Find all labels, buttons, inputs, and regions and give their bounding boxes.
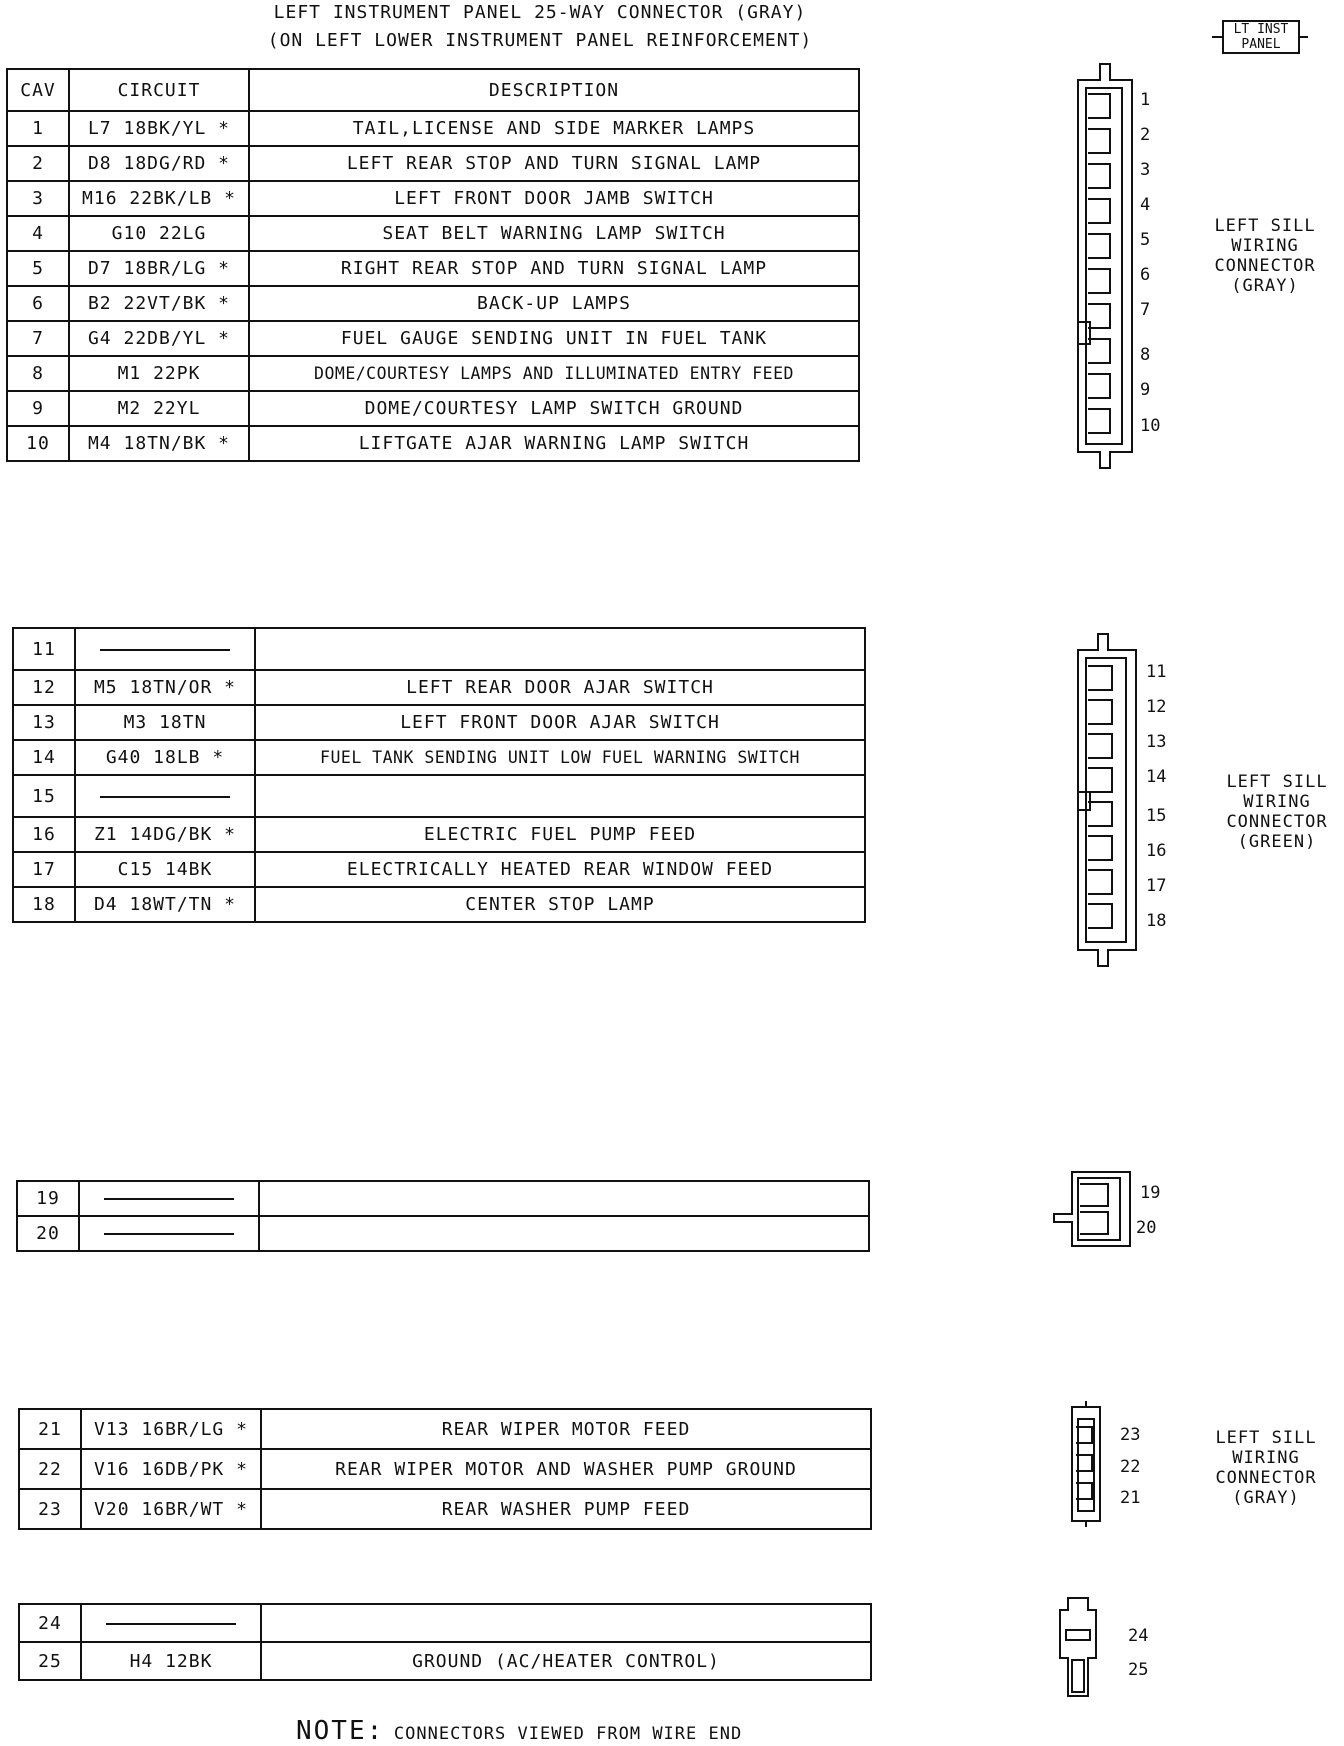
table-header-row: [7, 69, 859, 111]
label-line: LEFT SILL: [1226, 772, 1328, 792]
description-cell: ELECTRICALLY HEATED REAR WINDOW FEED: [255, 852, 865, 887]
table-row: [7, 216, 859, 251]
table-row: [7, 356, 859, 391]
circuit-cell: V20 16BR/WT *: [81, 1489, 261, 1529]
cav-cell: 16: [13, 817, 75, 852]
cav-cell: 24: [19, 1604, 81, 1642]
table-row: [13, 852, 865, 887]
cav-cell: 13: [13, 705, 75, 740]
label-line: WIRING: [1232, 1448, 1300, 1468]
pin-label: 21: [1120, 1488, 1141, 1508]
cav-cell: 20: [17, 1216, 79, 1251]
pin-label: 17: [1146, 876, 1167, 896]
description-cell: [255, 775, 865, 817]
description-cell: [259, 1181, 869, 1216]
table-row: [13, 740, 865, 775]
pin-label: 22: [1120, 1457, 1141, 1477]
cav-cell: 19: [17, 1181, 79, 1216]
table-row: [13, 628, 865, 670]
cav-cell: 15: [13, 775, 75, 817]
no-circuit-dash: [100, 649, 230, 651]
circuit-cell: M3 18TN: [75, 705, 255, 740]
description-cell: SEAT BELT WARNING LAMP SWITCH: [249, 216, 859, 251]
cav-cell: 9: [7, 391, 69, 426]
label-line: CONNECTOR: [1215, 1468, 1317, 1488]
cav-cell: 23: [19, 1489, 81, 1529]
circuit-cell: [79, 1181, 259, 1216]
cav-cell: 10: [7, 426, 69, 461]
table-row: [7, 286, 859, 321]
pin-label: 3: [1140, 160, 1151, 180]
pin-label: 10: [1140, 416, 1161, 436]
pin-label: 5: [1140, 230, 1151, 250]
circuit-cell: Z1 14DG/BK *: [75, 817, 255, 852]
label-line: LEFT SILL: [1214, 216, 1316, 236]
table-row: [17, 1181, 869, 1216]
circuit-cell: C15 14BK: [75, 852, 255, 887]
pin-label: 15: [1146, 806, 1167, 826]
pinout-table-3: [16, 1180, 870, 1252]
pin-label: 6: [1140, 265, 1151, 285]
table-row: [19, 1449, 871, 1489]
circuit-cell: M1 22PK: [69, 356, 249, 391]
description-cell: GROUND (AC/HEATER CONTROL): [261, 1642, 871, 1680]
table-row: [13, 817, 865, 852]
no-circuit-dash: [104, 1198, 234, 1200]
pinout-table-1: [6, 68, 860, 462]
description-cell: [261, 1604, 871, 1642]
connector-3-icon: [1050, 1170, 1130, 1250]
circuit-cell: D4 18WT/TN *: [75, 887, 255, 922]
label-line: CONNECTOR: [1214, 256, 1316, 276]
cav-cell: 4: [7, 216, 69, 251]
table-row: [13, 775, 865, 817]
circuit-cell: G40 18LB *: [75, 740, 255, 775]
description-cell: [255, 628, 865, 670]
pin-label: 24: [1128, 1626, 1149, 1646]
note-label: NOTE:: [296, 1716, 385, 1746]
cav-cell: 8: [7, 356, 69, 391]
description-cell: DOME/COURTESY LAMPS AND ILLUMINATED ENTRY FEED: [249, 356, 859, 391]
pin-label: 18: [1146, 911, 1167, 931]
cav-cell: 14: [13, 740, 75, 775]
label-line: CONNECTOR: [1226, 812, 1328, 832]
cav-cell: 12: [13, 670, 75, 705]
pin-label: 20: [1136, 1218, 1157, 1238]
description-cell: FUEL TANK SENDING UNIT LOW FUEL WARNING SWITCH: [255, 740, 865, 775]
pin-label: 19: [1140, 1183, 1161, 1203]
label-line: WIRING: [1231, 236, 1299, 256]
note-text: CONNECTORS VIEWED FROM WIRE END: [393, 1724, 743, 1744]
cav-cell: 3: [7, 181, 69, 216]
note: [296, 1716, 742, 1746]
cav-cell: 25: [19, 1642, 81, 1680]
pin-label: 1: [1140, 90, 1151, 110]
pin-label: 8: [1140, 345, 1151, 365]
circuit-cell: M2 22YL: [69, 391, 249, 426]
pin-label: 11: [1146, 662, 1167, 682]
table-row: [13, 887, 865, 922]
description-cell: LEFT FRONT DOOR AJAR SWITCH: [255, 705, 865, 740]
cav-cell: 1: [7, 111, 69, 146]
connector-4-label: [1196, 1428, 1336, 1508]
circuit-cell: M16 22BK/LB *: [69, 181, 249, 216]
pin-label: 2: [1140, 125, 1151, 145]
table-row: [17, 1216, 869, 1251]
pin-label: 16: [1146, 841, 1167, 861]
table-row: [19, 1604, 871, 1642]
table-row: [19, 1409, 871, 1449]
table-row: [7, 391, 859, 426]
connector-2-icon: [1072, 632, 1142, 972]
circuit-cell: B2 22VT/BK *: [69, 286, 249, 321]
circuit-cell: [75, 628, 255, 670]
cav-cell: 11: [13, 628, 75, 670]
connector-1-icon: [1070, 60, 1140, 475]
circuit-cell: [81, 1604, 261, 1642]
description-cell: CENTER STOP LAMP: [255, 887, 865, 922]
table-row: [19, 1489, 871, 1529]
connector-5-icon: [1054, 1596, 1104, 1700]
circuit-cell: G4 22DB/YL *: [69, 321, 249, 356]
connector-4-icon: [1062, 1405, 1112, 1527]
table-row: [13, 705, 865, 740]
connector-1-label: [1195, 216, 1335, 296]
circuit-cell: H4 12BK: [81, 1642, 261, 1680]
no-circuit-dash: [100, 796, 230, 798]
cav-cell: 6: [7, 286, 69, 321]
label-line: (GREEN): [1237, 832, 1317, 852]
table-row: [7, 321, 859, 356]
description-cell: LEFT REAR DOOR AJAR SWITCH: [255, 670, 865, 705]
pin-label: 13: [1146, 732, 1167, 752]
description-cell: REAR WASHER PUMP FEED: [261, 1489, 871, 1529]
header-cav: CAV: [7, 69, 69, 111]
pin-label: 4: [1140, 195, 1151, 215]
circuit-cell: L7 18BK/YL *: [69, 111, 249, 146]
cav-cell: 2: [7, 146, 69, 181]
description-cell: REAR WIPER MOTOR AND WASHER PUMP GROUND: [261, 1449, 871, 1489]
pin-label: 9: [1140, 380, 1151, 400]
description-cell: RIGHT REAR STOP AND TURN SIGNAL LAMP: [249, 251, 859, 286]
table-row: [7, 146, 859, 181]
description-cell: BACK-UP LAMPS: [249, 286, 859, 321]
circuit-cell: [75, 775, 255, 817]
description-cell: FUEL GAUGE SENDING UNIT IN FUEL TANK: [249, 321, 859, 356]
pin-label: 25: [1128, 1660, 1149, 1680]
cav-cell: 18: [13, 887, 75, 922]
pinout-table-5: [18, 1603, 872, 1681]
description-cell: LIFTGATE AJAR WARNING LAMP SWITCH: [249, 426, 859, 461]
circuit-cell: D8 18DG/RD *: [69, 146, 249, 181]
description-cell: REAR WIPER MOTOR FEED: [261, 1409, 871, 1449]
cav-cell: 7: [7, 321, 69, 356]
connector-2-label: [1212, 772, 1342, 852]
pinout-table-2: [12, 627, 866, 923]
cav-cell: 5: [7, 251, 69, 286]
badge-line1: LT INST: [1233, 22, 1289, 37]
table-row: [7, 181, 859, 216]
table-row: [7, 426, 859, 461]
pin-label: 7: [1140, 300, 1151, 320]
description-cell: LEFT FRONT DOOR JAMB SWITCH: [249, 181, 859, 216]
cav-cell: 22: [19, 1449, 81, 1489]
label-line: (GRAY): [1231, 276, 1299, 296]
no-circuit-dash: [106, 1623, 236, 1625]
table-row: [19, 1642, 871, 1680]
header-circuit: CIRCUIT: [69, 69, 249, 111]
cav-cell: 21: [19, 1409, 81, 1449]
label-line: WIRING: [1243, 792, 1311, 812]
header-description: DESCRIPTION: [249, 69, 859, 111]
description-cell: ELECTRIC FUEL PUMP FEED: [255, 817, 865, 852]
circuit-cell: M5 18TN/OR *: [75, 670, 255, 705]
circuit-cell: D7 18BR/LG *: [69, 251, 249, 286]
description-cell: TAIL,LICENSE AND SIDE MARKER LAMPS: [249, 111, 859, 146]
description-cell: LEFT REAR STOP AND TURN SIGNAL LAMP: [249, 146, 859, 181]
badge-line2: PANEL: [1241, 37, 1281, 52]
table-row: [13, 670, 865, 705]
table-row: [7, 251, 859, 286]
label-line: (GRAY): [1232, 1488, 1300, 1508]
circuit-cell: M4 18TN/BK *: [69, 426, 249, 461]
pin-label: 14: [1146, 767, 1167, 787]
lt-inst-panel-badge: [1210, 18, 1310, 54]
page-title: LEFT INSTRUMENT PANEL 25-WAY CONNECTOR (GRAY): [273, 2, 807, 23]
pin-label: 23: [1120, 1425, 1141, 1445]
circuit-cell: V16 16DB/PK *: [81, 1449, 261, 1489]
cav-cell: 17: [13, 852, 75, 887]
circuit-cell: [79, 1216, 259, 1251]
pinout-table-4: [18, 1408, 872, 1530]
circuit-cell: V13 16BR/LG *: [81, 1409, 261, 1449]
page-subtitle: (ON LEFT LOWER INSTRUMENT PANEL REINFORCEMENT): [267, 30, 813, 51]
description-cell: DOME/COURTESY LAMP SWITCH GROUND: [249, 391, 859, 426]
description-cell: [259, 1216, 869, 1251]
circuit-cell: G10 22LG: [69, 216, 249, 251]
table-row: [7, 111, 859, 146]
no-circuit-dash: [104, 1233, 234, 1235]
label-line: LEFT SILL: [1215, 1428, 1317, 1448]
pin-label: 12: [1146, 697, 1167, 717]
